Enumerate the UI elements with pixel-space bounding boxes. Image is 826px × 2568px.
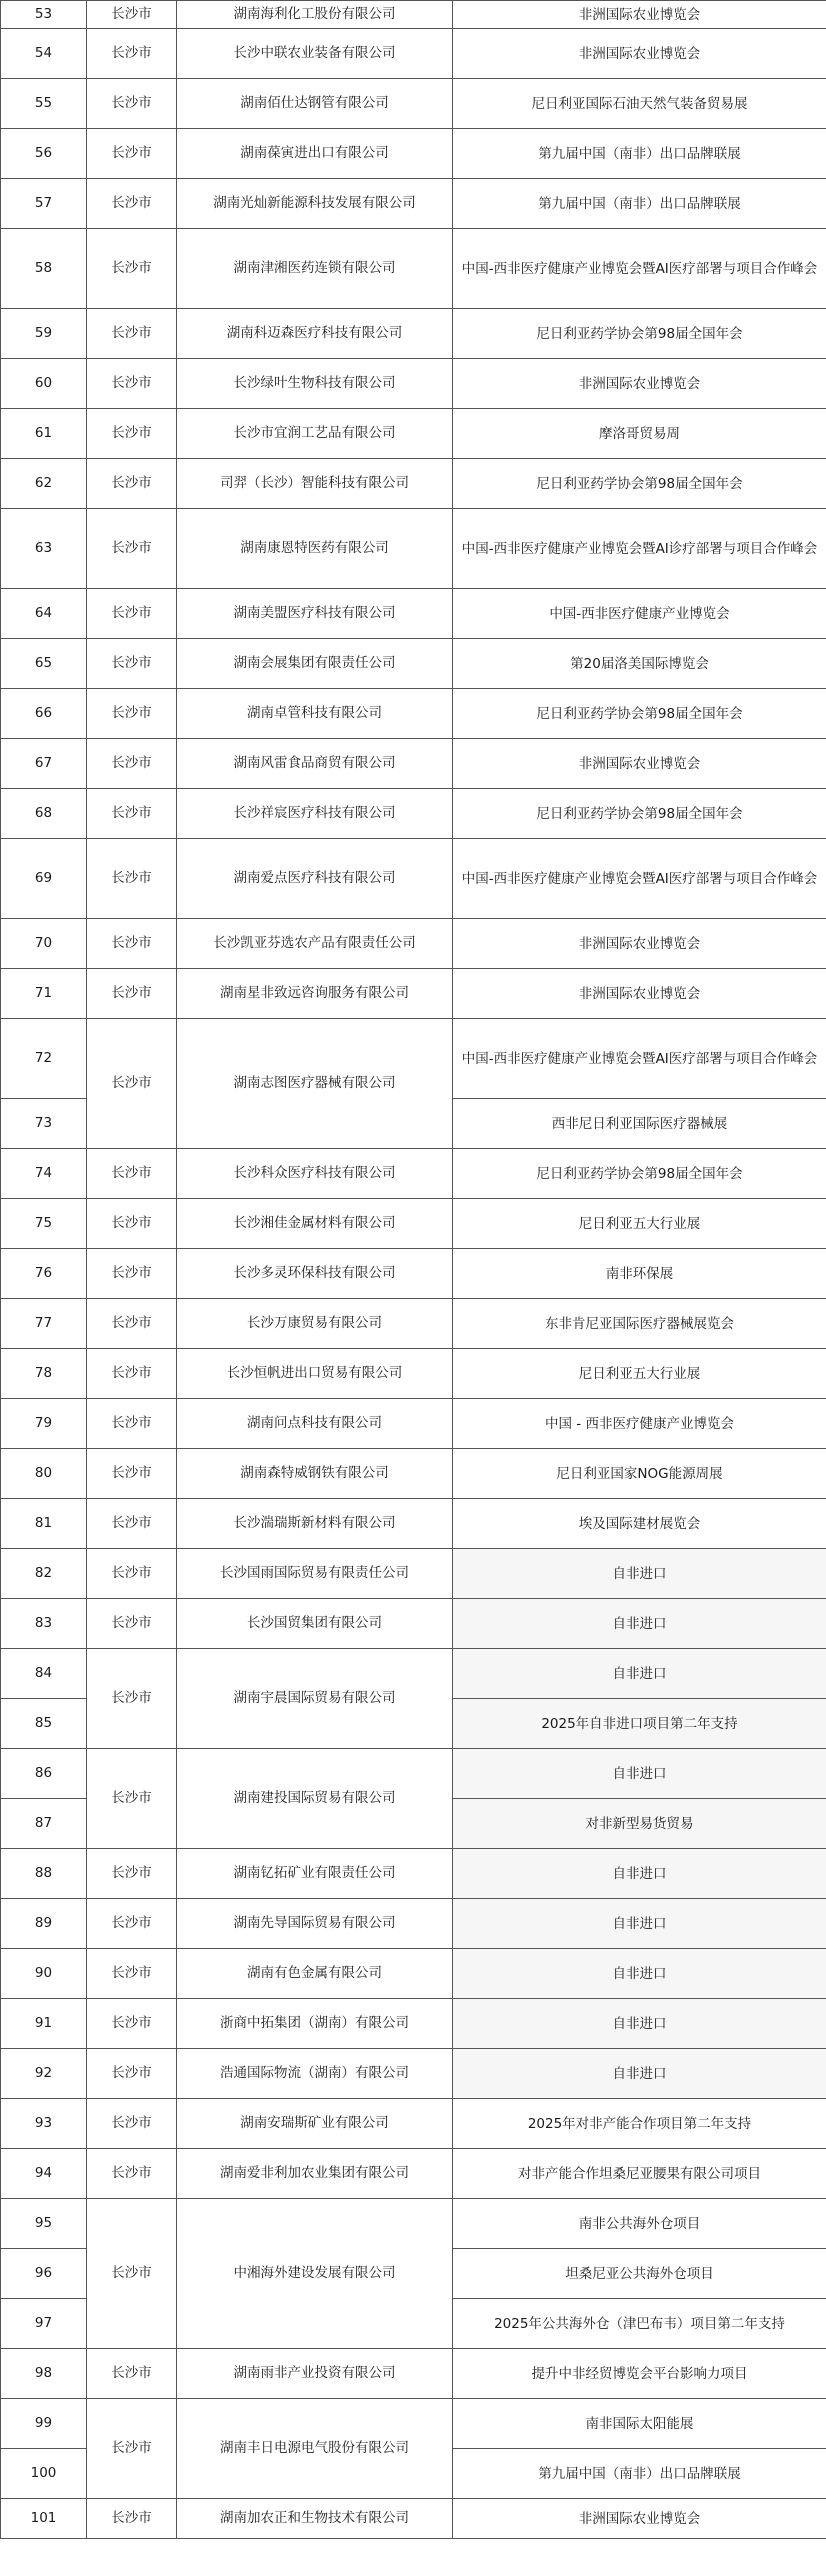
cell-serial-number: 61 [1, 409, 87, 459]
cell-project: 2025年公共海外仓（津巴布韦）项目第二年支持 [453, 2299, 826, 2349]
table-row [1, 639, 826, 689]
cell-serial-number: 53 [1, 1, 87, 29]
cell-city: 长沙市 [87, 179, 177, 229]
cell-project: 尼日利亚国际石油天然气装备贸易展 [453, 79, 826, 129]
cell-serial-number: 91 [1, 1999, 87, 2049]
cell-company: 长沙凯亚芬选农产品有限责任公司 [177, 919, 453, 969]
cell-city: 长沙市 [87, 509, 177, 589]
cell-company: 长沙湍瑞斯新材料有限公司 [177, 1499, 453, 1549]
cell-serial-number: 87 [1, 1799, 87, 1849]
cell-city: 长沙市 [87, 789, 177, 839]
cell-serial-number: 80 [1, 1449, 87, 1499]
cell-company: 湖南爱非利加农业集团有限公司 [177, 2149, 453, 2199]
cell-company: 长沙科众医疗科技有限公司 [177, 1149, 453, 1199]
cell-company: 长沙祥宸医疗科技有限公司 [177, 789, 453, 839]
table-row [1, 1449, 826, 1499]
table-row [1, 2049, 826, 2099]
cell-project: 第九届中国（南非）出口品牌联展 [453, 129, 826, 179]
cell-serial-number: 89 [1, 1899, 87, 1949]
cell-city: 长沙市 [87, 969, 177, 1019]
cell-serial-number: 73 [1, 1099, 87, 1149]
cell-company: 湖南卓管科技有限公司 [177, 689, 453, 739]
cell-company: 长沙中联农业装备有限公司 [177, 29, 453, 79]
cell-serial-number: 58 [1, 229, 87, 309]
cell-serial-number: 64 [1, 589, 87, 639]
table-row [1, 689, 826, 739]
cell-city: 长沙市 [87, 1899, 177, 1949]
cell-company: 湖南爱点医疗科技有限公司 [177, 839, 453, 919]
cell-serial-number: 56 [1, 129, 87, 179]
cell-city: 长沙市 [87, 29, 177, 79]
table-row [1, 1899, 826, 1949]
cell-serial-number: 71 [1, 969, 87, 1019]
cell-city: 长沙市 [87, 639, 177, 689]
cell-serial-number: 70 [1, 919, 87, 969]
cell-project: 提升中非经贸博览会平台影响力项目 [453, 2349, 826, 2399]
cell-project: 尼日利亚五大行业展 [453, 1349, 826, 1399]
table-row [1, 589, 826, 639]
cell-serial-number: 69 [1, 839, 87, 919]
cell-project: 尼日利亚药学协会第98届全国年会 [453, 1149, 826, 1199]
cell-city: 长沙市 [87, 1999, 177, 2049]
cell-serial-number: 79 [1, 1399, 87, 1449]
cell-project: 对非新型易货贸易 [453, 1799, 826, 1849]
cell-project: 非洲国际农业博览会 [453, 739, 826, 789]
cell-project: 2025年自非进口项目第二年支持 [453, 1699, 826, 1749]
cell-project: 尼日利亚国家NOG能源周展 [453, 1449, 826, 1499]
cell-company: 长沙绿叶生物科技有限公司 [177, 359, 453, 409]
table-row [1, 1649, 826, 1699]
table-row [1, 969, 826, 1019]
cell-company: 浙商中拓集团（湖南）有限公司 [177, 1999, 453, 2049]
table-row [1, 2349, 826, 2399]
cell-company: 长沙国贸集团有限公司 [177, 1599, 453, 1649]
cell-city: 长沙市 [87, 2349, 177, 2399]
cell-project: 埃及国际建材展览会 [453, 1499, 826, 1549]
cell-company: 长沙国雨国际贸易有限责任公司 [177, 1549, 453, 1599]
table-row [1, 459, 826, 509]
table-row [1, 79, 826, 129]
cell-serial-number: 97 [1, 2299, 87, 2349]
cell-serial-number: 74 [1, 1149, 87, 1199]
cell-serial-number: 85 [1, 1699, 87, 1749]
cell-serial-number: 57 [1, 179, 87, 229]
cell-city: 长沙市 [87, 1019, 177, 1149]
cell-city: 长沙市 [87, 79, 177, 129]
cell-city: 长沙市 [87, 1249, 177, 1299]
cell-company: 湖南加农正和生物技术有限公司 [177, 2499, 453, 2539]
cell-company: 湖南风雷食品商贸有限公司 [177, 739, 453, 789]
cell-city: 长沙市 [87, 589, 177, 639]
cell-city: 长沙市 [87, 1199, 177, 1249]
cell-project: 自非进口 [453, 2049, 826, 2099]
cell-company: 长沙市宜润工艺品有限公司 [177, 409, 453, 459]
cell-company: 湖南光灿新能源科技发展有限公司 [177, 179, 453, 229]
cell-city: 长沙市 [87, 1849, 177, 1899]
cell-serial-number: 54 [1, 29, 87, 79]
cell-company: 湖南宇晨国际贸易有限公司 [177, 1649, 453, 1749]
cell-project: 南非国际太阳能展 [453, 2399, 826, 2449]
table-row [1, 1, 826, 29]
cell-project: 中国 - 西非医疗健康产业博览会 [453, 1399, 826, 1449]
cell-serial-number: 88 [1, 1849, 87, 1899]
table-row [1, 179, 826, 229]
cell-company: 湖南安瑞斯矿业有限公司 [177, 2099, 453, 2149]
table-row [1, 509, 826, 589]
cell-serial-number: 55 [1, 79, 87, 129]
cell-project: 非洲国际农业博览会 [453, 2499, 826, 2539]
cell-serial-number: 90 [1, 1949, 87, 1999]
table-row [1, 839, 826, 919]
cell-company: 湖南志图医疗器械有限公司 [177, 1019, 453, 1149]
cell-project: 自非进口 [453, 1949, 826, 1999]
table-row [1, 1499, 826, 1549]
table-row [1, 229, 826, 309]
cell-company: 湖南雨非产业投资有限公司 [177, 2349, 453, 2399]
cell-company: 湖南丰日电源电气股份有限公司 [177, 2399, 453, 2499]
table-row [1, 789, 826, 839]
cell-project: 自非进口 [453, 1999, 826, 2049]
cell-serial-number: 65 [1, 639, 87, 689]
cell-city: 长沙市 [87, 1349, 177, 1399]
cell-city: 长沙市 [87, 739, 177, 789]
table-row [1, 1549, 826, 1599]
cell-city: 长沙市 [87, 1499, 177, 1549]
cell-company: 湖南会展集团有限责任公司 [177, 639, 453, 689]
cell-project: 自非进口 [453, 1749, 826, 1799]
cell-serial-number: 67 [1, 739, 87, 789]
cell-city: 长沙市 [87, 1749, 177, 1849]
table-row [1, 1349, 826, 1399]
cell-serial-number: 94 [1, 2149, 87, 2199]
cell-serial-number: 66 [1, 689, 87, 739]
cell-serial-number: 68 [1, 789, 87, 839]
cell-serial-number: 81 [1, 1499, 87, 1549]
cell-city: 长沙市 [87, 1, 177, 29]
cell-serial-number: 99 [1, 2399, 87, 2449]
table-row [1, 919, 826, 969]
table-row [1, 1149, 826, 1199]
cell-city: 长沙市 [87, 1449, 177, 1499]
cell-city: 长沙市 [87, 2399, 177, 2499]
table-row [1, 359, 826, 409]
cell-serial-number: 62 [1, 459, 87, 509]
cell-serial-number: 77 [1, 1299, 87, 1349]
table-row [1, 1749, 826, 1799]
cell-project: 第九届中国（南非）出口品牌联展 [453, 179, 826, 229]
cell-serial-number: 86 [1, 1749, 87, 1799]
cell-city: 长沙市 [87, 409, 177, 459]
table-row [1, 739, 826, 789]
cell-project: 第20届洛美国际博览会 [453, 639, 826, 689]
cell-serial-number: 59 [1, 309, 87, 359]
cell-serial-number: 78 [1, 1349, 87, 1399]
cell-company: 湖南美盟医疗科技有限公司 [177, 589, 453, 639]
cell-city: 长沙市 [87, 129, 177, 179]
cell-project: 摩洛哥贸易周 [453, 409, 826, 459]
cell-company: 长沙多灵环保科技有限公司 [177, 1249, 453, 1299]
cell-project: 南非公共海外仓项目 [453, 2199, 826, 2249]
cell-project: 自非进口 [453, 1899, 826, 1949]
cell-serial-number: 75 [1, 1199, 87, 1249]
cell-city: 长沙市 [87, 1149, 177, 1199]
cell-company: 湖南葆寅进出口有限公司 [177, 129, 453, 179]
cell-city: 长沙市 [87, 359, 177, 409]
table-row [1, 2499, 826, 2539]
cell-serial-number: 96 [1, 2249, 87, 2299]
cell-serial-number: 72 [1, 1019, 87, 1099]
cell-project: 中国-西非医疗健康产业博览会暨AI医疗部署与项目合作峰会 [453, 1019, 826, 1099]
cell-company: 湖南先导国际贸易有限公司 [177, 1899, 453, 1949]
cell-company: 湖南星非致远咨询服务有限公司 [177, 969, 453, 1019]
table-row [1, 1299, 826, 1349]
cell-project: 尼日利亚五大行业展 [453, 1199, 826, 1249]
table-row [1, 29, 826, 79]
cell-serial-number: 84 [1, 1649, 87, 1699]
cell-city: 长沙市 [87, 1399, 177, 1449]
cell-project: 中国-西非医疗健康产业博览会 [453, 589, 826, 639]
cell-project: 非洲国际农业博览会 [453, 359, 826, 409]
cell-project: 坦桑尼亚公共海外仓项目 [453, 2249, 826, 2299]
cell-company: 湖南康恩特医药有限公司 [177, 509, 453, 589]
cell-city: 长沙市 [87, 689, 177, 739]
cell-company: 湖南有色金属有限公司 [177, 1949, 453, 1999]
cell-city: 长沙市 [87, 229, 177, 309]
cell-city: 长沙市 [87, 1549, 177, 1599]
cell-city: 长沙市 [87, 1599, 177, 1649]
cell-project: 尼日利亚药学协会第98届全国年会 [453, 459, 826, 509]
table-row [1, 2199, 826, 2249]
cell-city: 长沙市 [87, 1949, 177, 1999]
table-row [1, 1999, 826, 2049]
cell-serial-number: 100 [1, 2449, 87, 2499]
cell-project: 自非进口 [453, 1549, 826, 1599]
table-row [1, 1949, 826, 1999]
cell-project: 非洲国际农业博览会 [453, 969, 826, 1019]
cell-city: 长沙市 [87, 309, 177, 359]
cell-serial-number: 101 [1, 2499, 87, 2539]
cell-company: 湖南森特威钢铁有限公司 [177, 1449, 453, 1499]
cell-company: 湖南建投国际贸易有限公司 [177, 1749, 453, 1849]
table-body [1, 1, 826, 2539]
table-row [1, 1399, 826, 1449]
cell-company: 湖南佰仕达钢管有限公司 [177, 79, 453, 129]
cell-city: 长沙市 [87, 2049, 177, 2099]
cell-company: 湖南问点科技有限公司 [177, 1399, 453, 1449]
table-row [1, 2149, 826, 2199]
table-row [1, 1019, 826, 1099]
cell-company: 湖南科迈森医疗科技有限公司 [177, 309, 453, 359]
cell-serial-number: 98 [1, 2349, 87, 2399]
cell-serial-number: 83 [1, 1599, 87, 1649]
cell-project: 自非进口 [453, 1599, 826, 1649]
cell-company: 长沙万康贸易有限公司 [177, 1299, 453, 1349]
cell-serial-number: 76 [1, 1249, 87, 1299]
cell-city: 长沙市 [87, 2149, 177, 2199]
cell-project: 中国-西非医疗健康产业博览会暨AI医疗部署与项目合作峰会 [453, 229, 826, 309]
cell-serial-number: 63 [1, 509, 87, 589]
cell-city: 长沙市 [87, 459, 177, 509]
table-row [1, 409, 826, 459]
cell-city: 长沙市 [87, 1299, 177, 1349]
cell-project: 对非产能合作坦桑尼亚腰果有限公司项目 [453, 2149, 826, 2199]
cell-project: 尼日利亚药学协会第98届全国年会 [453, 689, 826, 739]
cell-project: 东非肯尼亚国际医疗器械展览会 [453, 1299, 826, 1349]
cell-project: 西非尼日利亚国际医疗器械展 [453, 1099, 826, 1149]
cell-company: 司羿（长沙）智能科技有限公司 [177, 459, 453, 509]
table-row [1, 2099, 826, 2149]
table-row [1, 1249, 826, 1299]
cell-company: 湖南海利化工股份有限公司 [177, 1, 453, 29]
cell-serial-number: 60 [1, 359, 87, 409]
cell-city: 长沙市 [87, 839, 177, 919]
cell-company: 长沙湘佳金属材料有限公司 [177, 1199, 453, 1249]
cell-project: 尼日利亚药学协会第98届全国年会 [453, 309, 826, 359]
cell-project: 第九届中国（南非）出口品牌联展 [453, 2449, 826, 2499]
cell-city: 长沙市 [87, 919, 177, 969]
cell-serial-number: 92 [1, 2049, 87, 2099]
table-row [1, 1199, 826, 1249]
cell-serial-number: 82 [1, 1549, 87, 1599]
cell-project: 2025年对非产能合作项目第二年支持 [453, 2099, 826, 2149]
cell-company: 长沙恒帆进出口贸易有限公司 [177, 1349, 453, 1399]
cell-project: 中国-西非医疗健康产业博览会暨AI医疗部署与项目合作峰会 [453, 839, 826, 919]
table-row [1, 129, 826, 179]
cell-serial-number: 95 [1, 2199, 87, 2249]
cell-company: 湖南津湘医药连锁有限公司 [177, 229, 453, 309]
cell-city: 长沙市 [87, 1649, 177, 1749]
cell-company: 浩通国际物流（湖南）有限公司 [177, 2049, 453, 2099]
cell-project: 非洲国际农业博览会 [453, 1, 826, 29]
cell-project: 非洲国际农业博览会 [453, 29, 826, 79]
cell-project: 中国-西非医疗健康产业博览会暨AI诊疗部署与项目合作峰会 [453, 509, 826, 589]
table-row [1, 1849, 826, 1899]
cell-city: 长沙市 [87, 2099, 177, 2149]
cell-project: 自非进口 [453, 1649, 826, 1699]
cell-company: 中湘海外建设发展有限公司 [177, 2199, 453, 2349]
cell-serial-number: 93 [1, 2099, 87, 2149]
cell-project: 自非进口 [453, 1849, 826, 1899]
table-row [1, 1599, 826, 1649]
cell-company: 湖南钇拓矿业有限责任公司 [177, 1849, 453, 1899]
table-row [1, 2399, 826, 2449]
cell-city: 长沙市 [87, 2199, 177, 2349]
cell-project: 非洲国际农业博览会 [453, 919, 826, 969]
cell-project: 南非环保展 [453, 1249, 826, 1299]
cell-city: 长沙市 [87, 2499, 177, 2539]
cell-project: 尼日利亚药学协会第98届全国年会 [453, 789, 826, 839]
table-row [1, 309, 826, 359]
